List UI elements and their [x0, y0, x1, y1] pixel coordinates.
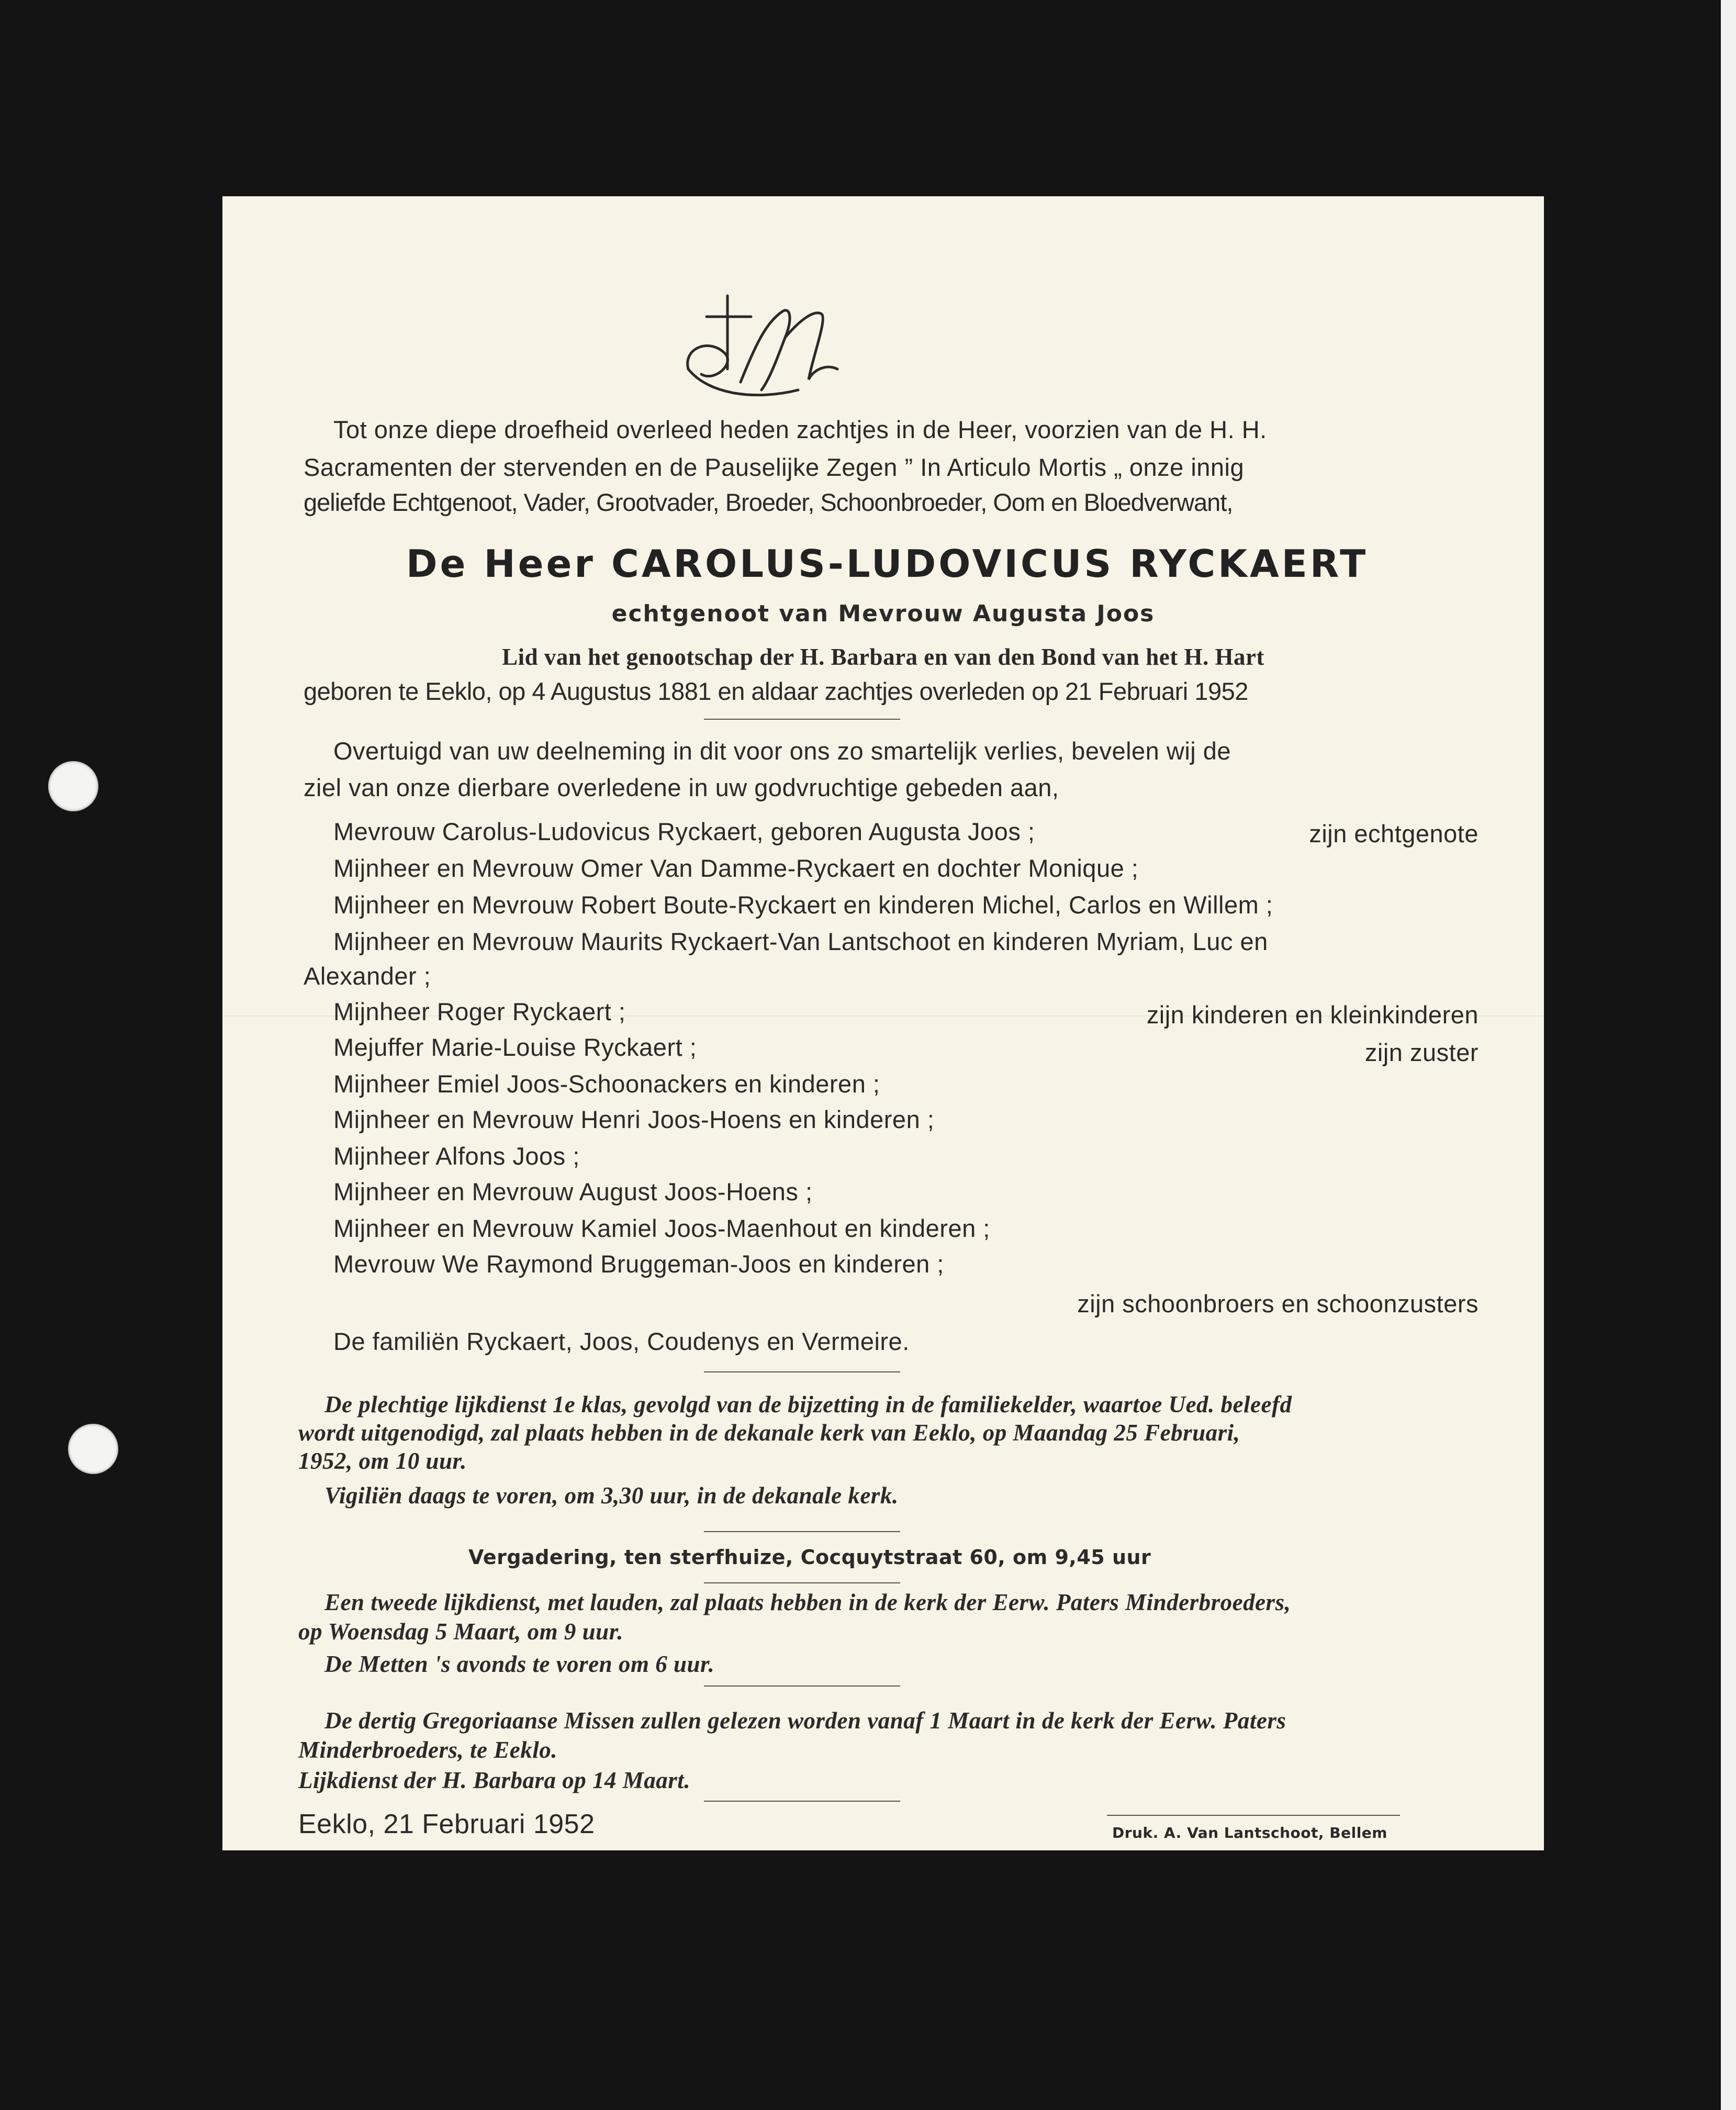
condolence-line-2: ziel van onze dierbare overledene in uw godvruchtige gebeden aan,	[304, 774, 1059, 801]
divider	[704, 1582, 900, 1583]
intro-line-2: Sacramenten der stervenden en de Pauselijke Zegen ” In Articulo Mortis „ onze innig	[304, 453, 1245, 481]
divider	[704, 1371, 900, 1372]
family-row: Mijnheer en Mevrouw Kamiel Joos-Maenhout en kinderen ;	[333, 1214, 990, 1242]
vigil-line: Vigiliën daags te voren, om 3,30 uur, in de dekanale kerk.	[324, 1482, 899, 1509]
membership-line: Lid van het genootschap der H. Barbara en van den Bond van het H. Hart	[502, 644, 1264, 670]
family-row: Mijnheer en Mevrouw Maurits Ryckaert-Van Lantschoot en kinderen Myriam, Luc en	[333, 928, 1268, 955]
funeral-line-3: 1952, om 10 uur.	[298, 1448, 467, 1474]
families-line: De familiën Ryckaert, Joos, Coudenys en Vermeire.	[333, 1327, 910, 1355]
gathering-line: Vergadering, ten sterfhuize, Cocquytstraat 60, om 9,45 uur	[468, 1546, 1151, 1569]
second-service-line-2: op Woensdag 5 Maart, om 9 uur.	[298, 1618, 623, 1645]
family-row: Mijnheer en Mevrouw Henri Joos-Hoens en kinderen ;	[333, 1106, 935, 1133]
divider	[704, 719, 900, 720]
intro-line-3: geliefde Echtgenoot, Vader, Grootvader, Broeder, Schoonbroeder, Oom en Bloedverwant,	[304, 488, 1233, 516]
family-row: Alexander ;	[304, 962, 431, 990]
family-row: Mejuffer Marie-Louise Ryckaert ;	[333, 1033, 697, 1061]
memorial-card	[222, 196, 1544, 1850]
family-row: Mijnheer en Mevrouw August Joos-Hoens ;	[333, 1178, 813, 1205]
divider	[704, 1801, 900, 1802]
family-row: Mijnheer Roger Ryckaert ;	[333, 998, 626, 1025]
punch-hole-top	[48, 761, 98, 811]
place-date: Eeklo, 21 Februari 1952	[298, 1809, 595, 1839]
masses-line-2: Minderbroeders, te Eeklo.	[298, 1737, 557, 1763]
spouse-line: echtgenoot van Mevrouw Augusta Joos	[611, 600, 1155, 627]
cross-monogram-icon	[678, 291, 845, 411]
funeral-line-2: wordt uitgenodigd, zal plaats hebben in de dekanale kerk van Eeklo, op Maandag 25 Februari,	[298, 1420, 1240, 1446]
family-row: Mijnheer Emiel Joos-Schoonackers en kinderen ;	[333, 1070, 880, 1098]
matins-line: De Metten 's avonds te voren om 6 uur.	[324, 1651, 715, 1677]
punch-hole-bottom	[68, 1424, 118, 1474]
board-edge	[1721, 0, 1736, 2110]
birth-death-line: geboren te Eeklo, op 4 Augustus 1881 en aldaar zachtjes overleden op 21 Februari 1952	[304, 677, 1248, 705]
deceased-name: De Heer CAROLUS-LUDOVICUS RYCKAERT	[406, 542, 1369, 586]
family-row: Mevrouw We Raymond Bruggeman-Joos en kinderen ;	[333, 1250, 944, 1278]
divider	[704, 1531, 900, 1532]
inlaws-role: zijn schoonbroers en schoonzusters	[1077, 1290, 1479, 1318]
condolence-line-1: Overtuigd van uw deelneming in dit voor ons zo smartelijk verlies, bevelen wij de	[333, 737, 1231, 765]
divider	[704, 1685, 900, 1687]
family-row: Mijnheer Alfons Joos ;	[333, 1142, 580, 1170]
barbara-line: Lijkdienst der H. Barbara op 14 Maart.	[298, 1767, 691, 1793]
family-row: Mijnheer en Mevrouw Robert Boute-Ryckaert en kinderen Michel, Carlos en Willem ;	[333, 891, 1273, 919]
family-role: zijn zuster	[1364, 1039, 1479, 1066]
intro-line-1: Tot onze diepe droefheid overleed heden zachtjes in de Heer, voorzien van de H. H.	[333, 416, 1267, 443]
masses-line-1: De dertig Gregoriaanse Missen zullen gelezen worden vanaf 1 Maart in de kerk der Eerw. Paters	[324, 1707, 1286, 1734]
family-row: Mevrouw Carolus-Ludovicus Ryckaert, geboren Augusta Joos ;	[333, 818, 1035, 845]
family-role: zijn echtgenote	[1309, 820, 1479, 847]
printer-credit: Druk. A. Van Lantschoot, Bellem	[1112, 1824, 1387, 1841]
family-row: Mijnheer en Mevrouw Omer Van Damme-Ryckaert en dochter Monique ;	[333, 854, 1139, 882]
printer-rule	[1107, 1815, 1400, 1816]
second-service-line-1: Een tweede lijkdienst, met lauden, zal plaats hebben in de kerk der Eerw. Paters Minderbroeders,	[324, 1589, 1291, 1615]
family-role: zijn kinderen en kleinkinderen	[1146, 1001, 1479, 1029]
funeral-line-1: De plechtige lijkdienst 1e klas, gevolgd van de bijzetting in de familiekelder, waartoe Ued. beleefd	[324, 1391, 1292, 1417]
